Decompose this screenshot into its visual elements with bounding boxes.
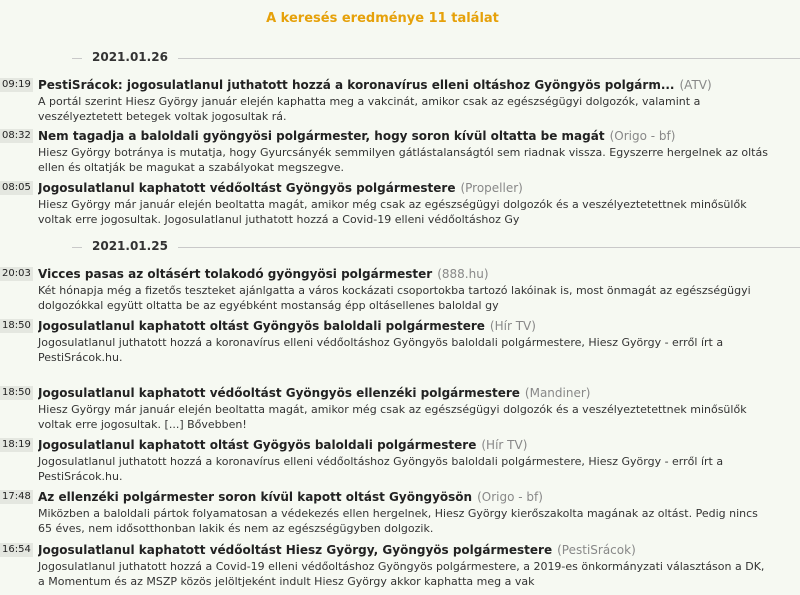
news-time: 18:19 [2,439,31,450]
news-title-link[interactable]: Jogosulatlanul kaphatott védőoltást Hiesz György, Gyöngyös polgármestere [38,543,553,557]
news-time: 18:50 [2,320,31,331]
news-title-link[interactable]: Nem tagadja a baloldali gyöngyösi polgármester, hogy soron kívül oltatta be magát [38,129,605,143]
news-title-link[interactable]: Jogosulatlanul kaphatott oltást Gyögyös baloldali polgármestere [38,438,477,452]
news-summary: Miközben a baloldali pártok folyamatosan a védekezés ellen hergelnek, Hiesz György kierőszakolta magának az oltást. Pedig nincs 65 éves, nem idősotthonban lakik és nem az egészségügyben dolgozik. [38,507,758,535]
news-source[interactable]: (Origo - bf) [477,490,543,504]
news-title-link[interactable]: Vicces pasas az oltásért tolakodó gyöngyösi polgármester [38,267,433,281]
news-time: 08:32 [2,130,31,141]
news-source[interactable]: (Propeller) [460,181,523,195]
news-source[interactable]: (Hír TV) [481,438,528,452]
news-summary: Jogosulatlanul juthatott hozzá a koronavírus elleni védőoltáshoz Gyöngyös baloldali polgármestere, Hiesz György - erről írt a PestiSrácok.hu. [38,336,724,364]
news-summary: Hiesz György már január elején beoltatta magát, amikor még csak az egészségügyi dolgozók és a veszélyeztetettnek minősülők voltak erre jogosultak. [...] Bővebben! [38,403,747,431]
news-time: 09:19 [2,79,31,90]
date-separator [0,50,800,66]
news-source[interactable]: (ATV) [679,78,712,92]
separator-line [72,247,800,248]
news-source[interactable]: (Origo - bf) [609,129,676,143]
news-source[interactable]: (Hír TV) [489,319,536,333]
news-time: 16:54 [2,544,31,555]
date-separator [0,239,800,255]
news-source[interactable]: (Mandiner) [524,386,591,400]
news-source[interactable]: (PestiSrácok) [557,543,636,557]
news-summary: Hiesz György már január elején beoltatta magát, amikor még csak az egészségügyi dolgozók és a veszélyeztetettnek minősülők voltak erre jogosultak. Jogosulatlanul juthatott hozzá a Covid-19 elleni védőoltáshoz Gy [38,198,747,226]
news-summary: A portál szerint Hiesz György január elején kaphatta meg a vakcinát, amikor csak az egészségügyi dolgozók, valamint a veszélyeztetett betegek voltak jogosultak rá. [38,95,701,123]
result-count-title: A keresés eredménye 11 találat [266,11,499,26]
news-title-link[interactable]: Jogosulatlanul kaphatott védőoltást Gyöngyös ellenzéki polgármestere [38,386,520,400]
news-summary: Hiesz György botránya is mutatja, hogy Gyurcsányék semmilyen gátlástalanságtól sem riadnak vissza. Egyszerre hergelnek az oltás ellen és oltatják be magukat a szabályokat megszegve. [38,146,768,174]
news-summary: Jogosulatlanul juthatott hozzá a koronavírus elleni védőoltáshoz Gyöngyös baloldali polgármestere, Hiesz György - erről írt a PestiSrácok.hu. [38,455,724,483]
news-summary: Jogosulatlanul juthatott hozzá a Covid-19 elleni védőoltáshoz Gyöngyös polgármestere, a 2019-es önkormányzati választáson a DK, a Momentum és az MSZP közös jelöltjeként indult Hiesz György akkor kaphatta meg a vak [38,560,765,588]
news-title-link[interactable]: Az ellenzéki polgármester soron kívül kapott oltást Gyöngyösön [38,490,473,504]
news-source[interactable]: (888.hu) [437,267,489,281]
news-time: 18:50 [2,387,31,398]
news-time: 17:48 [2,491,31,502]
news-time: 20:03 [2,268,31,279]
news-title-link[interactable]: Jogosulatlanul kaphatott oltást Gyöngyös baloldali polgármestere [38,319,485,333]
news-title-link[interactable]: Jogosulatlanul kaphatott védőoltást Gyöngyös polgármestere [38,181,456,195]
date-label: 2021.01.25 [82,239,178,253]
news-time: 08:05 [2,182,31,193]
date-label: 2021.01.26 [82,50,178,64]
news-title-link[interactable]: PestiSrácok: jogosulatlanul juthatott hozzá a koronavírus elleni oltáshoz Gyöngyös polgárm... [38,78,675,92]
news-summary: Két hónapja még a fizetős teszteket ajánlgatta a város kockázati csoportokba tartozó lakóinak is, most önmagát az egészségügyi dolgozókkal együtt oltatta be az egyébként mostanság épp oltásellenes baloldal gy [38,284,751,312]
separator-line [72,58,800,59]
